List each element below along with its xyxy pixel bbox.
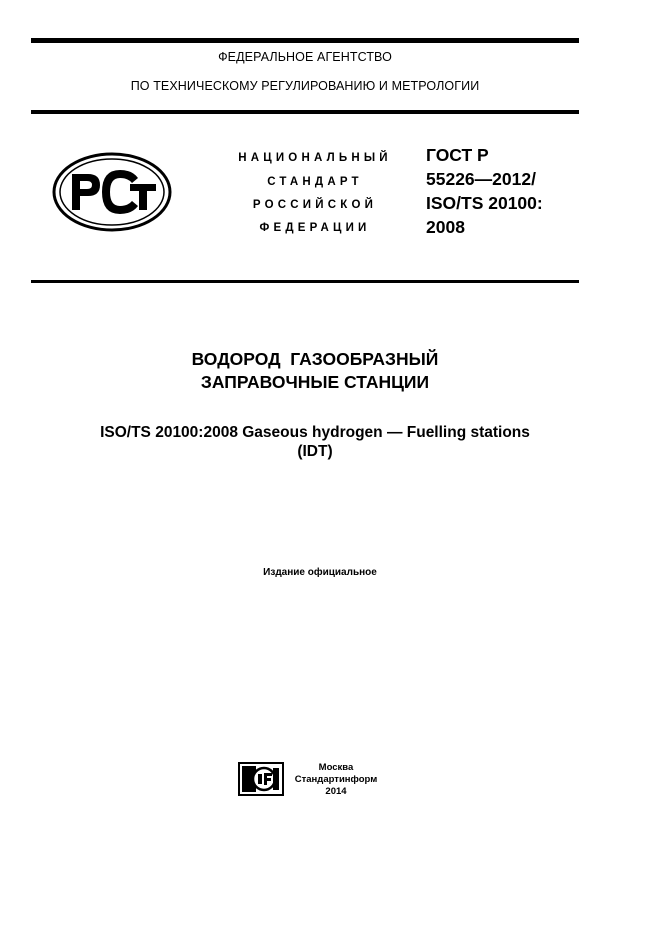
agency-line-1: ФЕДЕРАЛЬНОЕ АГЕНТСТВО [218, 50, 392, 64]
publisher-year: 2014 [325, 786, 347, 797]
designation-line-2: 55226—2012/ [426, 169, 536, 189]
standard-type-line-3: РОССИЙСКОЙ [252, 199, 378, 211]
edition-label: Издание официальное [263, 567, 377, 578]
standartinform-logo-icon [238, 762, 284, 796]
top-rule [31, 38, 579, 43]
header-rule [31, 110, 579, 114]
rst-emblem-icon [52, 152, 172, 232]
standard-type-line-1: НАЦИОНАЛЬНЫЙ [238, 152, 392, 164]
standard-type-line-2: СТАНДАРТ [267, 176, 363, 188]
designation-line-3: ISO/TS 20100: [426, 193, 543, 213]
publisher-city: Москва [318, 762, 354, 773]
designation-line-4: 2008 [426, 217, 465, 237]
designation-rule [31, 280, 579, 283]
international-title-line-1: ISO/TS 20100:2008 Gaseous hydrogen — Fuelling stations [100, 424, 530, 441]
document-title-line-1: ВОДОРОД ГАЗООБРАЗНЫЙ [191, 349, 439, 369]
standard-type-line-4: ФЕДЕРАЦИИ [259, 222, 371, 234]
agency-line-2: ПО ТЕХНИЧЕСКОМУ РЕГУЛИРОВАНИЮ И МЕТРОЛОГИИ [130, 79, 480, 93]
publisher-name: Стандартинформ [294, 774, 378, 785]
international-title-line-2: (IDT) [297, 443, 333, 460]
designation-line-1: ГОСТ Р [426, 145, 489, 165]
document-title-line-2: ЗАПРАВОЧНЫЕ СТАНЦИИ [200, 372, 430, 392]
